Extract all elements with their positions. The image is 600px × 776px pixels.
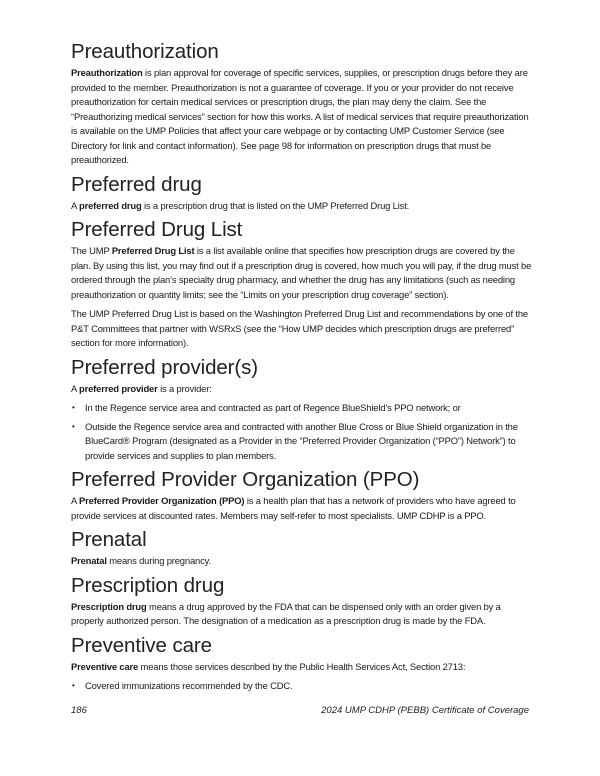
page-footer bbox=[71, 704, 529, 718]
definition: Prenatal means during pregnancy. bbox=[71, 555, 211, 566]
heading: Preventive care bbox=[71, 633, 212, 657]
section-preferred-drug bbox=[71, 173, 533, 214]
section-preauthorization bbox=[71, 40, 533, 168]
heading: Preferred drug bbox=[71, 172, 202, 196]
definition: A Preferred Provider Organization (PPO) is a health plan that has a network of providers who have agreed to provide services at discounted rates. Members may self-refer to most specialists. UMP CDHP is a PPO. bbox=[71, 495, 516, 521]
page-number: 186 bbox=[71, 704, 87, 716]
definition: A preferred provider is a provider: bbox=[71, 382, 212, 394]
section-prescription-drug bbox=[71, 574, 533, 629]
heading: Preferred Drug List bbox=[71, 218, 243, 241]
definition: Preauthorization is plan approval for coverage of specific services, supplies, or prescription drugs before they are provided to the member. Preauthorization is not a guarantee of coverage. If you or your provider do not receive preauthorization for certain medical services or prescription drugs, the plan may deny the claim. See the “Preauthorizing medical services” section for how this works. A list of medical services that require preauthorization is available on the UMP Policies that affect your care webpage or by contacting UMP Customer Service (see Directory for link and contact information). See page 98 for information on prescription drugs that must be preauthorized. bbox=[71, 67, 529, 165]
list-item: • Outside the Regence service area and contracted with another Blue Cross or Blue Shield organization in the BlueCard® Program (designated as a Provider in the “Preferred Provider Organization (“PPO”) Network”) to provide services and supplies to plan members. bbox=[71, 420, 533, 464]
section-preferred-providers bbox=[71, 356, 533, 464]
heading: Preauthorization bbox=[71, 40, 219, 63]
paragraph: The UMP Preferred Drug List is based on the Washington Preferred Drug List and recommendations by one of the P&T Committees that partner with WSRxS (see the “How UMP decides which prescription drugs are preferred” section for more information). bbox=[71, 308, 528, 348]
section-ppo bbox=[71, 468, 533, 523]
list-item: • Covered immunizations recommended by the CDC. bbox=[71, 679, 533, 694]
bullet-list bbox=[71, 401, 533, 463]
bullet-list bbox=[71, 679, 533, 694]
definition: A preferred drug is a prescription drug that is listed on the UMP Preferred Drug List. bbox=[71, 199, 410, 211]
section-preventive-care bbox=[71, 634, 533, 694]
definition: Prescription drug means a drug approved by the FDA that can be dispensed only with an order given by a properly authorized person. The designation of a medication as a prescription drug is made by the FDA. bbox=[71, 600, 501, 626]
definition: The UMP Preferred Drug List is a list available online that specifies how prescription drugs are covered by the plan. By using this list, you may find out if a prescription drug is covered, how much you will pay, if the drug must be ordered through the plan’s specialty drug pharmacy, and whether the drug has any limitations (such as needing preauthorization or quantity limits; see the “Limits on your prescription drug coverage” section). bbox=[71, 245, 532, 300]
definition: Preventive care means those services described by the Public Health Services Act, Section 2713: bbox=[71, 660, 466, 672]
document-title: 2024 UMP CDHP (PEBB) Certificate of Coverage bbox=[321, 704, 529, 716]
section-prenatal bbox=[71, 528, 533, 569]
section-preferred-drug-list bbox=[71, 218, 533, 351]
heading: Prescription drug bbox=[71, 573, 225, 597]
heading: Preferred Provider Organization (PPO) bbox=[71, 468, 420, 491]
list-item: • In the Regence service area and contracted as part of Regence BlueShield’s PPO network; or bbox=[71, 401, 533, 416]
heading: Preferred provider(s) bbox=[71, 355, 259, 379]
heading: Prenatal bbox=[71, 528, 147, 551]
